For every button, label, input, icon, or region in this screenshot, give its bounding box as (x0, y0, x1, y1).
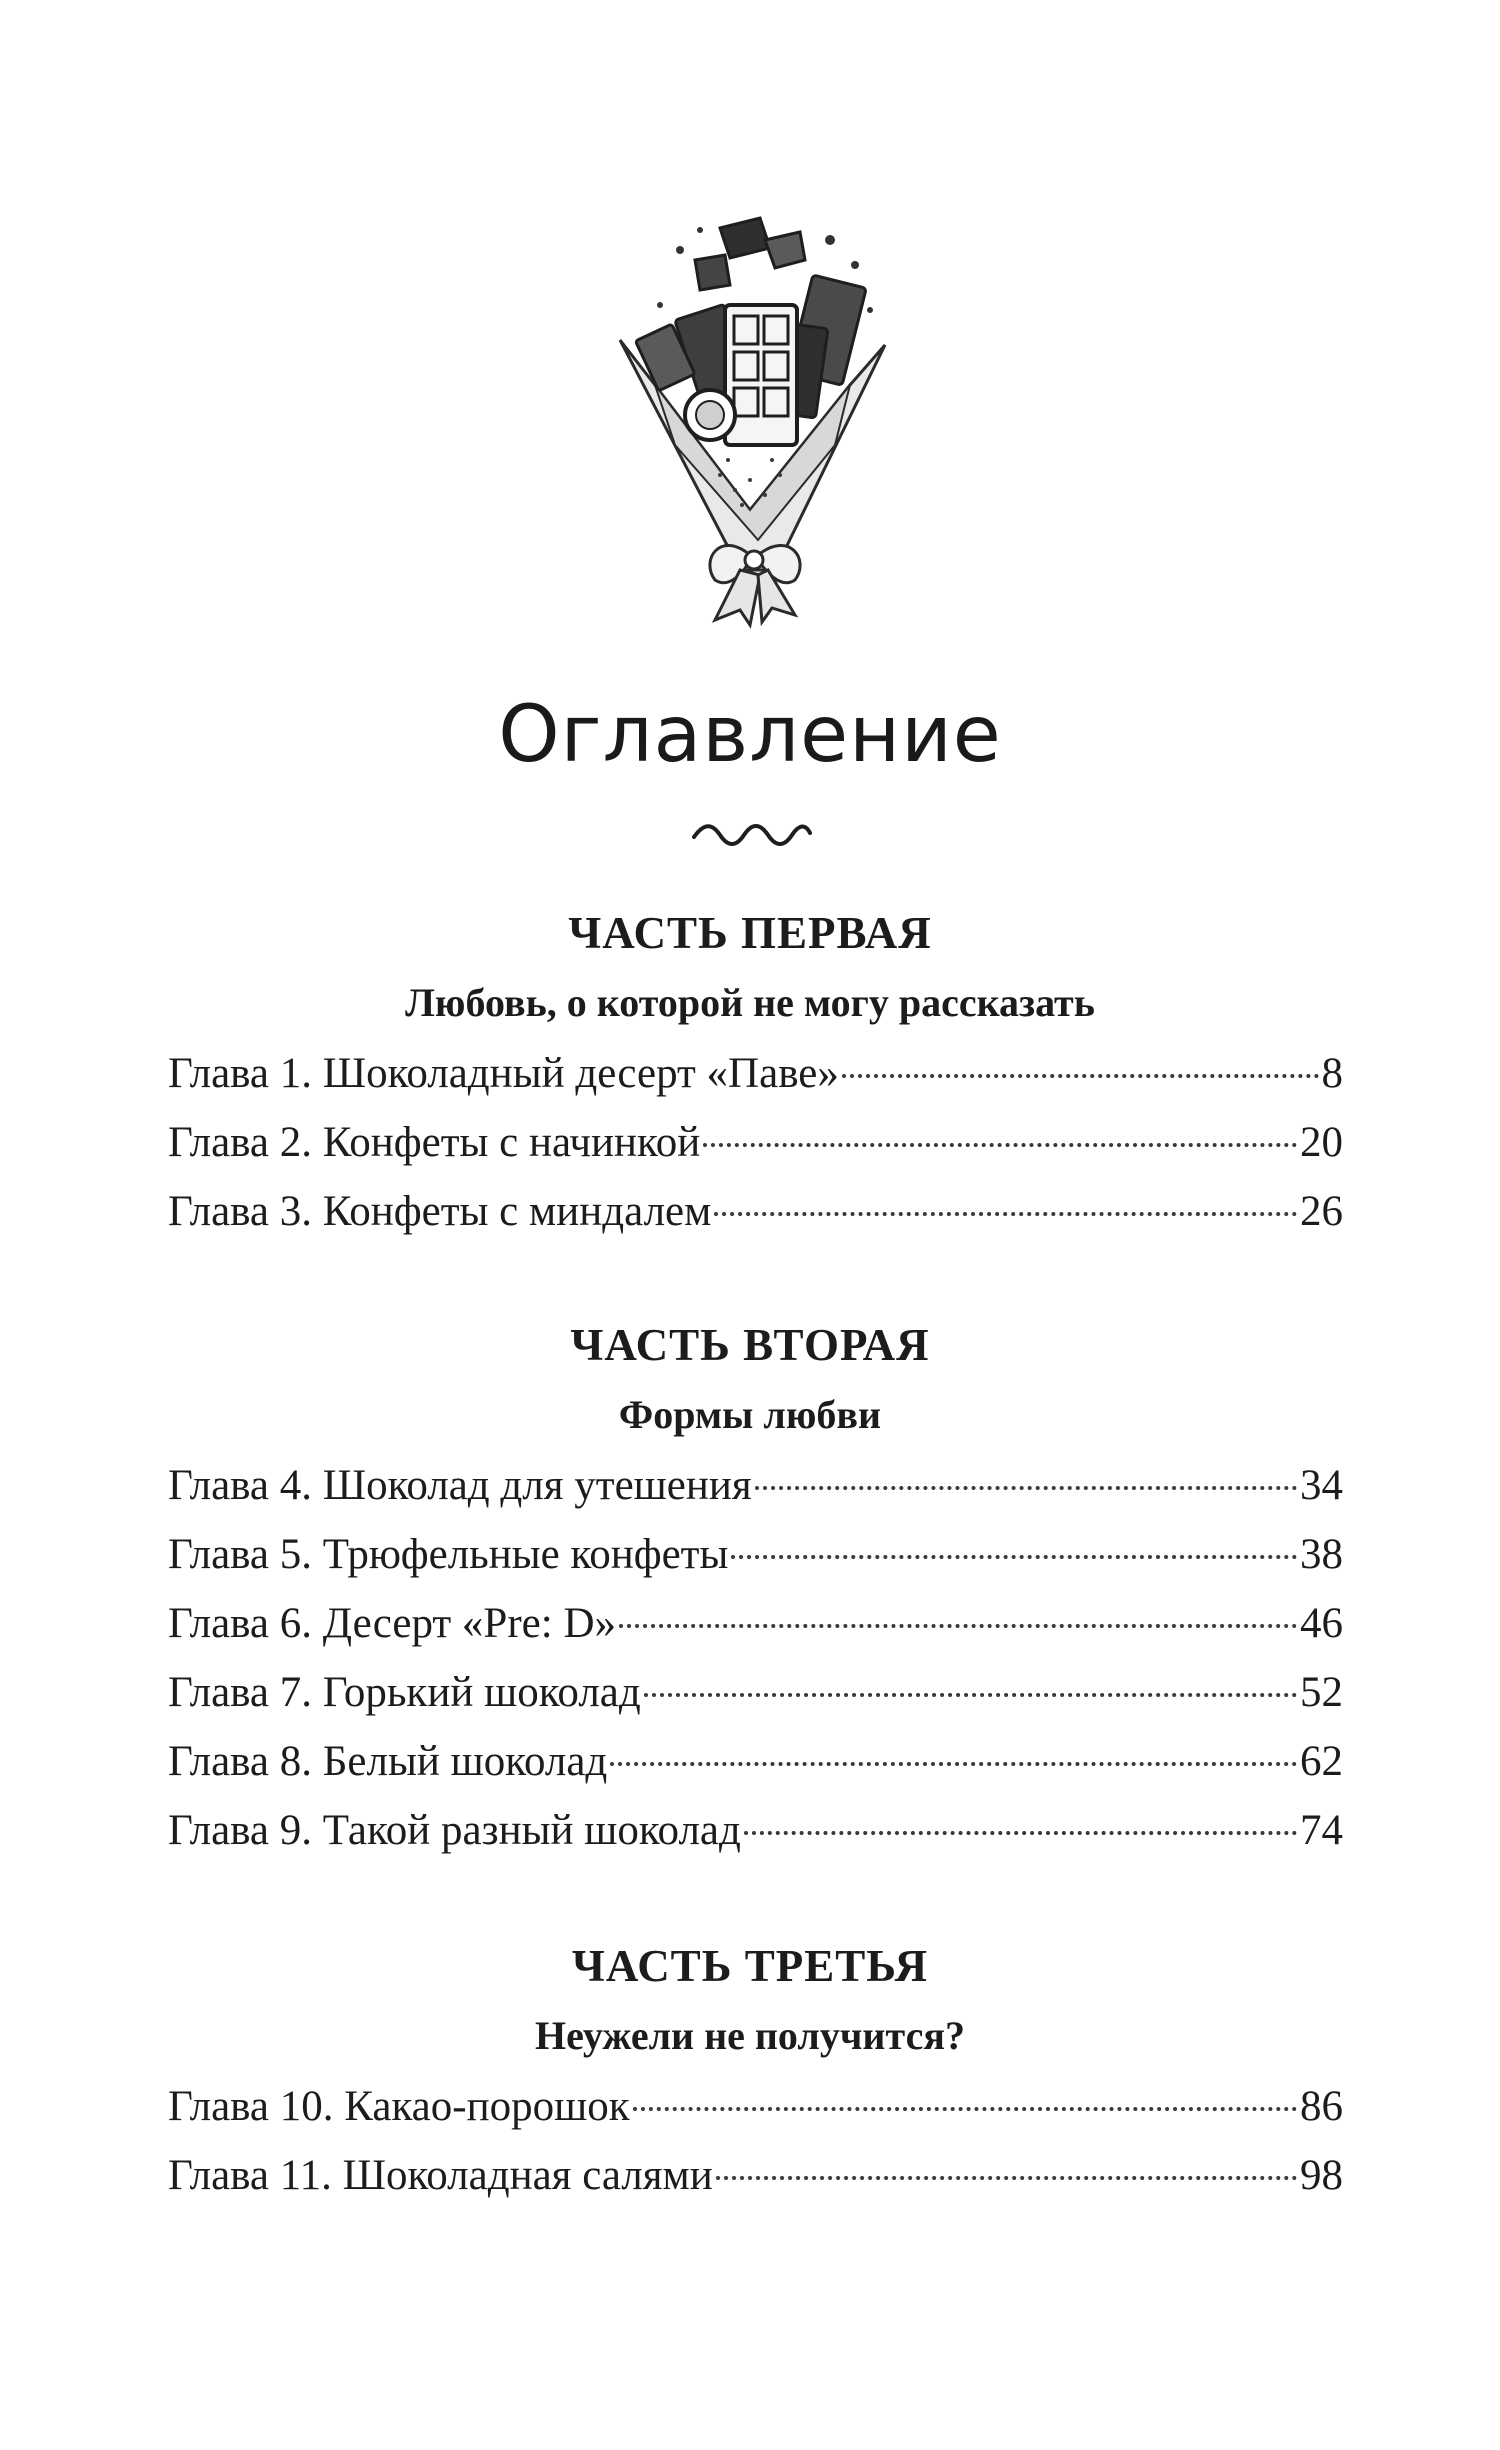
part-subtitle: Формы любви (618, 1392, 882, 1437)
page-number: 62 (1300, 1738, 1343, 1785)
dot-leader (842, 1074, 1319, 1078)
dot-leader (644, 1693, 1297, 1697)
chapter-title: Глава 6. Десерт «Pre: D» (168, 1600, 616, 1647)
part-two (0, 1317, 1500, 1865)
chapter-title: Глава 2. Конфеты с начинкой (168, 1119, 701, 1166)
part-heading: ЧАСТЬ ВТОРАЯ (570, 1320, 930, 1370)
chapter-title: Глава 8. Белый шоколад (168, 1738, 608, 1785)
dot-leader (619, 1624, 1297, 1628)
page-number: 98 (1300, 2152, 1343, 2199)
dot-leader (731, 1555, 1297, 1559)
chapter-title: Глава 11. Шоколадная салями (168, 2152, 713, 2199)
part-one (0, 905, 1500, 1246)
chapter-title: Глава 5. Трюфельные конфеты (168, 1531, 729, 1578)
chapter-list (0, 2072, 1500, 2210)
dot-leader (755, 1486, 1297, 1490)
dot-leader (610, 1762, 1297, 1766)
part-three (0, 1938, 1500, 2210)
page-number: 86 (1300, 2083, 1343, 2130)
chapter-title: Глава 4. Шоколад для утешения (168, 1462, 752, 1509)
chapter-list (0, 1451, 1500, 1865)
chocolate-bouquet-illustration (600, 210, 900, 630)
squiggle-divider (690, 815, 814, 849)
page-number: 52 (1300, 1669, 1343, 1716)
toc-entry[interactable] (168, 1589, 1343, 1658)
toc-entry[interactable] (168, 1520, 1343, 1589)
toc-entry[interactable] (168, 1796, 1343, 1865)
toc-entry[interactable] (168, 1039, 1343, 1108)
page-number: 46 (1300, 1600, 1343, 1647)
page-number: 26 (1300, 1188, 1343, 1235)
dot-leader (714, 1212, 1297, 1216)
dot-leader (703, 1143, 1297, 1147)
page-number: 20 (1300, 1119, 1343, 1166)
page-number: 34 (1300, 1462, 1343, 1509)
part-subtitle: Неужели не получится? (535, 2013, 965, 2058)
chapter-title: Глава 3. Конфеты с миндалем (168, 1188, 712, 1235)
toc-entry[interactable] (168, 1727, 1343, 1796)
toc-entry[interactable] (168, 1658, 1343, 1727)
part-heading: ЧАСТЬ ТРЕТЬЯ (571, 1941, 929, 1991)
toc-entry[interactable] (168, 1108, 1343, 1177)
chapter-title: Глава 1. Шоколадный десерт «Паве» (168, 1050, 839, 1097)
part-subtitle: Любовь, о которой не могу рассказать (405, 980, 1095, 1025)
toc-entry[interactable] (168, 1177, 1343, 1246)
chapter-title: Глава 7. Горький шоколад (168, 1669, 641, 1716)
dot-leader (744, 1831, 1297, 1835)
page-number: 38 (1300, 1531, 1343, 1578)
chapter-list (0, 1039, 1500, 1246)
toc-entry[interactable] (168, 1451, 1343, 1520)
page-number: 8 (1321, 1050, 1343, 1097)
chapter-title: Глава 9. Такой разный шоколад (168, 1807, 741, 1854)
page-title: Оглавление (498, 690, 1002, 780)
toc-entry[interactable] (168, 2141, 1343, 2210)
page-number: 74 (1300, 1807, 1343, 1854)
chapter-title: Глава 10. Какао-порошок (168, 2083, 630, 2130)
dot-leader (716, 2176, 1297, 2180)
toc-entry[interactable] (168, 2072, 1343, 2141)
dot-leader (633, 2107, 1297, 2111)
part-heading: ЧАСТЬ ПЕРВАЯ (568, 908, 932, 958)
